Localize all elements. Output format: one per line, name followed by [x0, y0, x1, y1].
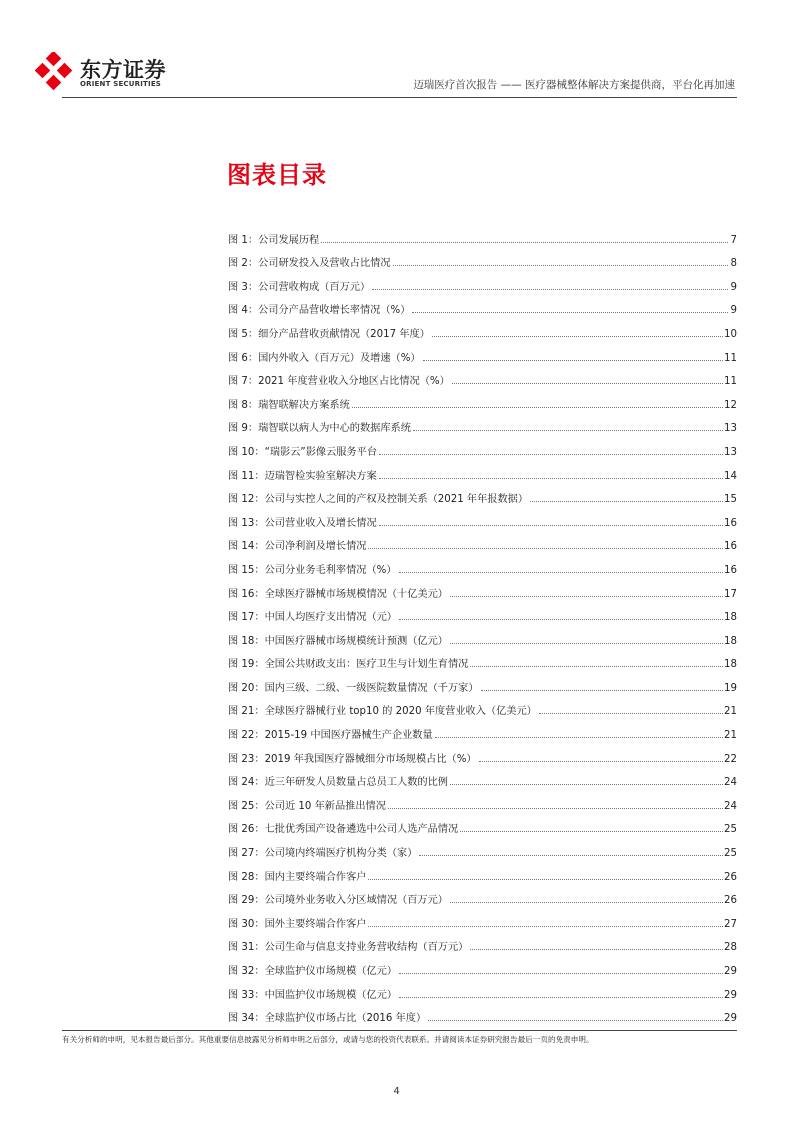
toc-leader-dots	[479, 761, 723, 762]
toc-entry[interactable]	[228, 765, 737, 789]
toc-leader-dots	[379, 454, 723, 455]
toc-entry-page: 26	[724, 871, 737, 883]
toc-leader-dots	[372, 289, 728, 290]
toc-entry-label: 图 17：中国人均医疗支出情况（元）	[228, 612, 398, 624]
toc-entry-page: 13	[724, 423, 737, 435]
toc-entry[interactable]	[228, 387, 737, 411]
toc-leader-dots	[388, 808, 723, 809]
report-title: 迈瑞医疗首次报告 —— 医疗器械整体解决方案提供商，平台化再加速	[413, 79, 735, 91]
toc-entry-page: 12	[724, 399, 737, 411]
toc-leader-dots	[450, 902, 723, 903]
toc-entry-page: 18	[724, 659, 737, 671]
toc-entry[interactable]	[228, 930, 737, 954]
toc-leader-dots	[379, 478, 723, 479]
toc-entry[interactable]	[228, 340, 737, 364]
toc-entry-label: 图 3：公司营收构成（百万元）	[228, 281, 371, 293]
toc-entry[interactable]	[228, 670, 737, 694]
toc-entry-page: 11	[724, 352, 737, 364]
toc-entry-label: 图 14：公司净利润及增长情况	[228, 541, 367, 553]
toc-entry[interactable]	[228, 269, 737, 293]
toc-entry[interactable]	[228, 623, 737, 647]
toc-leader-dots	[412, 312, 728, 313]
toc-entry-page: 28	[724, 942, 737, 954]
company-logo	[34, 52, 184, 92]
toc-entry-page: 29	[724, 1013, 737, 1025]
toc-leader-dots	[368, 926, 723, 927]
toc-entry[interactable]	[228, 741, 737, 765]
toc-entry[interactable]	[228, 222, 737, 246]
toc-leader-dots	[530, 501, 723, 502]
logo-name: 东方证券	[80, 58, 166, 82]
toc-entry[interactable]	[228, 434, 737, 458]
toc-leader-dots	[460, 831, 723, 832]
toc-entry-label: 图 25：公司近 10 年新品推出情况	[228, 800, 386, 812]
toc-entry-label: 图 23：2019 年我国医疗器械细分市场规模占比（%）	[228, 753, 477, 765]
toc-entry-label: 图 32：全球监护仪市场规模（亿元）	[228, 966, 398, 977]
toc-entry-page: 18	[724, 612, 737, 624]
toc-entry-page: 24	[724, 777, 737, 789]
toc-entry[interactable]	[228, 293, 737, 317]
toc-entry-page: 10	[724, 328, 737, 340]
toc-leader-dots	[539, 713, 723, 714]
toc-entry-label: 图 13：公司营业收入及增长情况	[228, 517, 377, 529]
toc-entry-label: 图 29：公司境外业务收入分区域情况（百万元）	[228, 895, 448, 907]
toc-list	[228, 222, 737, 1024]
toc-entry-label: 图 4：公司分产品营收增长率情况（%）	[228, 305, 411, 317]
toc-entry-page: 14	[724, 470, 737, 482]
toc-entry-label: 图 11：迈瑞智检实验室解决方案	[228, 470, 377, 482]
toc-entry-page: 17	[724, 588, 737, 600]
toc-leader-dots	[399, 619, 723, 620]
footer-divider	[62, 1030, 737, 1031]
toc-entry-page: 29	[724, 966, 737, 977]
toc-entry-label: 图 1：公司发展历程	[228, 234, 320, 246]
toc-entry-label: 图 27：公司境内终端医疗机构分类（家）	[228, 848, 418, 860]
toc-entry-label: 图 34：全球监护仪市场占比（2016 年度）	[228, 1013, 427, 1025]
toc-leader-dots	[435, 737, 723, 738]
toc-entry-page: 22	[724, 753, 737, 765]
toc-entry[interactable]	[228, 647, 737, 671]
toc-entry-label: 图 22：2015-19 中国医疗器械生产企业数量	[228, 730, 433, 742]
toc-entry-label: 图 7：2021 年度营业收入分地区占比情况（%）	[228, 376, 450, 388]
toc-leader-dots	[470, 949, 723, 950]
toc-entry[interactable]	[228, 364, 737, 388]
toc-entry-page: 7	[730, 234, 737, 246]
toc-entry-label: 图 26：七批优秀国产设备遴选中公司人选产品情况	[228, 824, 459, 836]
toc-entry-label: 图 9：瑞智联以病人为中心的数据库系统	[228, 423, 411, 435]
toc-leader-dots	[399, 572, 724, 573]
toc-leader-dots	[432, 336, 723, 337]
toc-entry[interactable]	[228, 906, 737, 930]
toc-leader-dots	[450, 643, 723, 644]
toc-leader-dots	[321, 242, 728, 243]
toc-leader-dots	[470, 666, 723, 667]
toc-entry-page: 26	[724, 895, 737, 907]
toc-entry-page: 9	[730, 305, 737, 317]
toc-entry-page: 19	[724, 682, 737, 694]
toc-entry[interactable]	[228, 977, 737, 1001]
page-number: 4	[393, 1086, 400, 1097]
toc-entry[interactable]	[228, 552, 737, 576]
diamond-logo-icon	[34, 52, 74, 92]
toc-leader-dots	[450, 784, 723, 785]
toc-entry-label: 图 28：国内主要终端合作客户	[228, 871, 367, 883]
toc-entry-page: 25	[724, 848, 737, 860]
toc-entry[interactable]	[228, 246, 737, 270]
toc-entry[interactable]	[228, 883, 737, 907]
toc-entry-label: 图 33：中国监护仪市场规模（亿元）	[228, 989, 398, 1001]
toc-entry-label: 图 10：“瑞影云”影像云服务平台	[228, 446, 378, 458]
toc-entry-label: 图 21：全球医疗器械行业 top10 的 2020 年度营业收入（亿美元）	[228, 706, 537, 718]
toc-leader-dots	[450, 596, 723, 597]
toc-leader-dots	[419, 855, 723, 856]
disclaimer: 有关分析师的申明，见本报告最后部分。其他重要信息披露见分析师申明之后部分，或请与您的投资代表联系。并请阅读本证券研究报告最后一页的免责申明。	[62, 1035, 594, 1044]
toc-entry-label: 图 30：国外主要终端合作客户	[228, 918, 367, 930]
toc-entry-page: 11	[724, 376, 737, 388]
toc-entry[interactable]	[228, 835, 737, 859]
toc-leader-dots	[423, 360, 723, 361]
toc-entry-page: 8	[730, 258, 737, 270]
toc-entry-label: 图 6：国内外收入（百万元）及增速（%）	[228, 352, 421, 364]
toc-entry[interactable]	[228, 316, 737, 340]
toc-entry[interactable]	[228, 576, 737, 600]
toc-entry[interactable]	[228, 600, 737, 624]
toc-entry[interactable]	[228, 505, 737, 529]
header-divider	[62, 97, 737, 98]
toc-entry-page: 13	[724, 446, 737, 458]
toc-entry[interactable]	[228, 529, 737, 553]
toc-entry-page: 18	[724, 635, 737, 647]
toc-entry[interactable]	[228, 694, 737, 718]
toc-entry-label: 图 19：全国公共财政支出：医疗卫生与计划生育情况	[228, 659, 469, 671]
toc-leader-dots	[352, 407, 723, 408]
toc-entry[interactable]	[228, 458, 737, 482]
toc-entry-label: 图 5：细分产品营收贡献情况（2017 年度）	[228, 328, 430, 340]
logo-subtitle: ORIENT SECURITIES	[80, 80, 162, 88]
toc-entry[interactable]	[228, 953, 737, 977]
toc-entry[interactable]	[228, 1001, 737, 1025]
toc-leader-dots	[368, 548, 723, 549]
toc-entry-label: 图 15：公司分业务毛利率情况（%）	[228, 564, 397, 576]
toc-leader-dots	[393, 265, 728, 266]
toc-entry-page: 25	[724, 824, 737, 836]
toc-entry[interactable]	[228, 812, 737, 836]
toc-entry[interactable]	[228, 717, 737, 741]
toc-entry-label: 图 31：公司生命与信息支持业务营收结构（百万元）	[228, 942, 469, 954]
toc-entry-page: 16	[724, 517, 737, 529]
toc-entry[interactable]	[228, 788, 737, 812]
toc-entry-page: 29	[724, 989, 737, 1001]
toc-leader-dots	[399, 973, 723, 974]
toc-entry-label: 图 12：公司与实控人之间的产权及控制关系（2021 年年报数据）	[228, 494, 529, 506]
toc-leader-dots	[399, 997, 723, 998]
toc-leader-dots	[481, 690, 724, 691]
toc-entry[interactable]	[228, 482, 737, 506]
toc-leader-dots	[452, 383, 723, 384]
toc-entry-label: 图 8：瑞智联解决方案系统	[228, 399, 350, 411]
toc-entry-page: 15	[724, 494, 737, 506]
toc-entry[interactable]	[228, 411, 737, 435]
toc-entry-page: 9	[730, 281, 737, 293]
toc-entry-page: 21	[724, 730, 737, 742]
section-title: 图表目录	[227, 161, 327, 189]
toc-entry-label: 图 16：全球医疗器械市场规模情况（十亿美元）	[228, 588, 448, 600]
toc-entry-label: 图 18：中国医疗器械市场规模统计预测（亿元）	[228, 635, 448, 647]
toc-leader-dots	[379, 525, 723, 526]
toc-entry-page: 21	[724, 706, 737, 718]
toc-leader-dots	[428, 1020, 723, 1021]
toc-leader-dots	[413, 430, 723, 431]
toc-entry-label: 图 20：国内三级、二级、一级医院数量情况（千万家）	[228, 682, 479, 694]
toc-entry[interactable]	[228, 859, 737, 883]
toc-entry-page: 16	[724, 541, 737, 553]
toc-entry-page: 27	[724, 918, 737, 930]
toc-entry-page: 24	[724, 800, 737, 812]
toc-entry-page: 16	[724, 564, 737, 576]
toc-entry-label: 图 2：公司研发投入及营收占比情况	[228, 258, 391, 270]
toc-leader-dots	[368, 879, 723, 880]
toc-entry-label: 图 24：近三年研发人员数量占总员工人数的比例	[228, 777, 448, 789]
